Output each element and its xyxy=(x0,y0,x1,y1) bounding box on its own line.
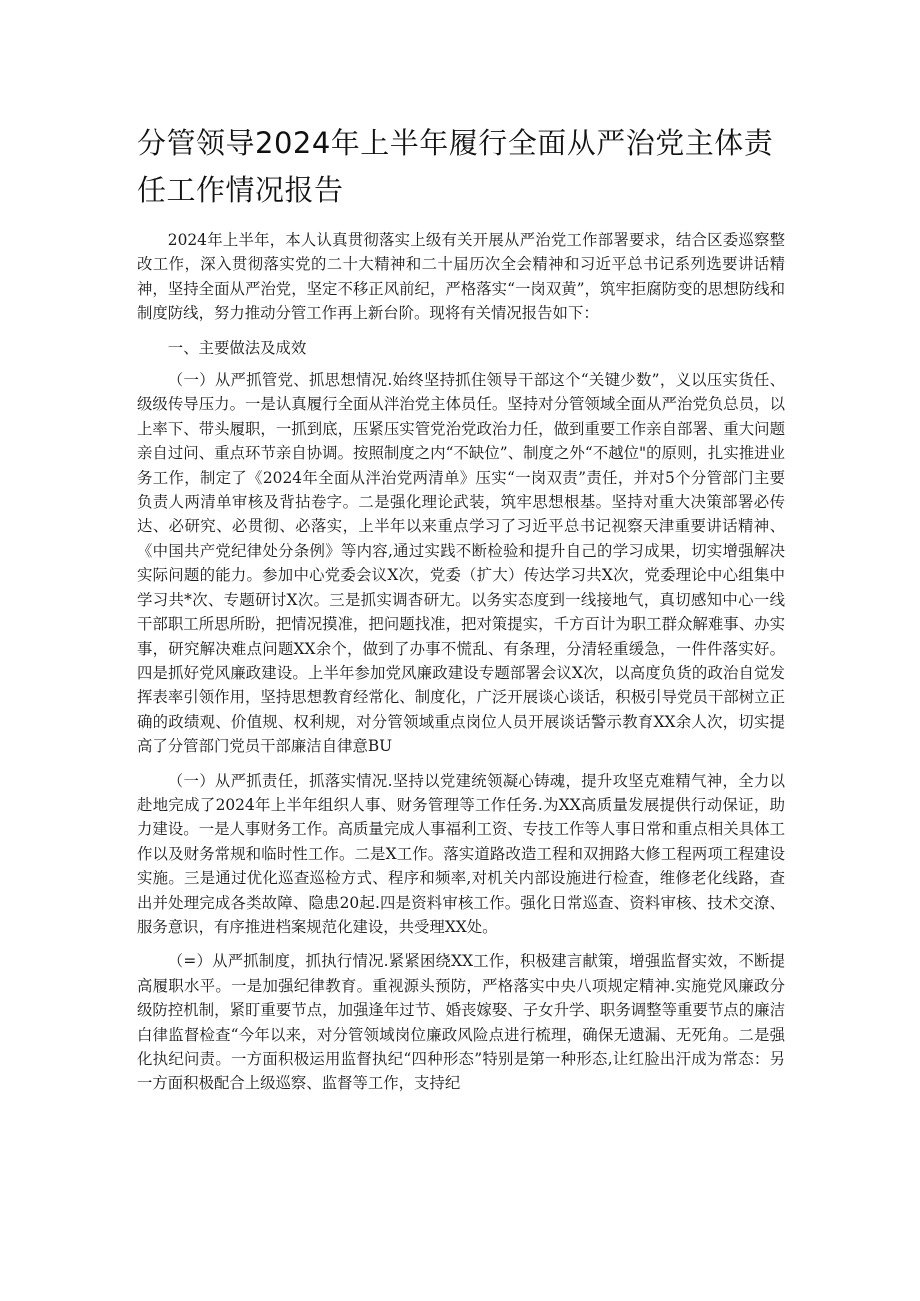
paragraph-2: （一）从严抓责任，抓落实情况.坚持以党建统领凝心铸魂，提升攻坚克难精气神，全力以赴地完成了2024年上半年组织人事、财务管理等工作任务.为XX高质量发展提供行动保证，助力建设。一是人事财务工作。高质量完成人事福利工资、专技工作等人事日常和重点相关具体工作以及财务常规和临时性工作。二是X工作。落实道路改造工程和双拥路大修工程两项工程建设实施。三是通过优化巡查巡检方式、程序和频率,对机关内部设施进行检查，维修老化线路，查出并处理完成各类故障、隐患20起.四是资料审核工作。强化日常巡查、资料审核、技术交潦、服务意识，有序推进档案规范化建设，共受理XX处。 xyxy=(137,771,785,936)
document-body xyxy=(137,228,785,1096)
intro-paragraph: 2024年上半年，本人认真贯彻落实上级有关开展从严治党工作部署要求，结合区委巡察整改工作，深入贯彻落实党的二十大精神和二十届历次全会精神和习近平总书记系列选要讲话精神，坚持全面从严治党，坚定不移正风前纪，严格落实“一岗双黄”，筑牢拒腐防变的思想防线和制度防线，努力推动分管工作再上新台阶。现将有关情况报告如下： xyxy=(137,231,785,323)
paragraph-3: （=）从严抓制度，抓执行情况.紧紧困绕XX工作，积极建言献策，增强监督实效，不断提高履职水平。一是加强纪律教育。重视源头预防，严格落实中央八项规定精神.实施党风廉政分级防控机制，紧盯重要节点，加强逢年过节、婚丧嫁娶、子女升学、职务调整等重要节点的廉洁白律监督检查“今年以来，对分管领域岗位廉政风险点进行梳理，确保无遗漏、无死角。二是强化执纪问责。一方面积极运用监督执纪“四种形态”特别是第一种形态,让红脸出汗成为常态：另一方面积极配合上级巡察、监督等工作，支持纪 xyxy=(137,952,785,1093)
section-heading: 一、主要做法及成效 xyxy=(167,338,307,357)
document-title: 分管领导2024年上半年履行全面从严治党主体责任工作情况报告 xyxy=(137,126,774,207)
paragraph-1: （一）从严抓管党、抓思想情况.始终坚持抓住领导干部这个“关键少数”，义以压实货任、级级传导压力。一是认真履行全面从泮治党主体员任。坚持对分管领域全面从严治党负总员，以上率下、带头履职，一抓到底，压紧压实管党治党政治力任，做到重要工作亲自部署、重大问题亲自过问、重点环节亲自协调。按照制度之内“不缺位”、制度之外“不越位"的原则，扎实推进业务工作，制定了《2024年全面从泮治党两清单》压实“一岗双责”责任，并对5个分管部门主要负责人两清单审核及背拈卷字。二是强化理论武装，筑牢思想根基。坚持对重大决策部署必传达、必研究、必贯彻、必落实，上半年以来重点学习了习近平总书记视察天津重要讲话精神、《中国共产党纪律处分条例》等内容,通过实践不断检验和提升自己的学习成果，切实增强解决实际问题的能力。参加中心党委会议X次，党委（扩大）传达学习共X次，党委理论中心组集中学习共*次、专题研讨X次。三是抓实调杳研尢。以务实态度到一线接地气，真切感知中心一线干部职工所思所盼，把情况摸准，把问题找准，把对策提实，千方百计为职工群众解难事、办实事，研究解决难点问题XX余个，做到了办事不慌乱、有条理，分清轻重缓急，一件件落实好。四是抓好党风廉政建设。上半年参加党风廉政建设专题部署会议X次，以高度负货的政治自觉发挥表率引领作用，坚持思想教育经常化、制度化，广泛开展谈心谈话，积极引导党员干部树立正确的政绩观、价值规、权利规，对分管领域重点岗位人员开展谈话警示教育XX余人次，切实提高了分管部门党员干部廉洁自律意BU xyxy=(137,371,785,756)
